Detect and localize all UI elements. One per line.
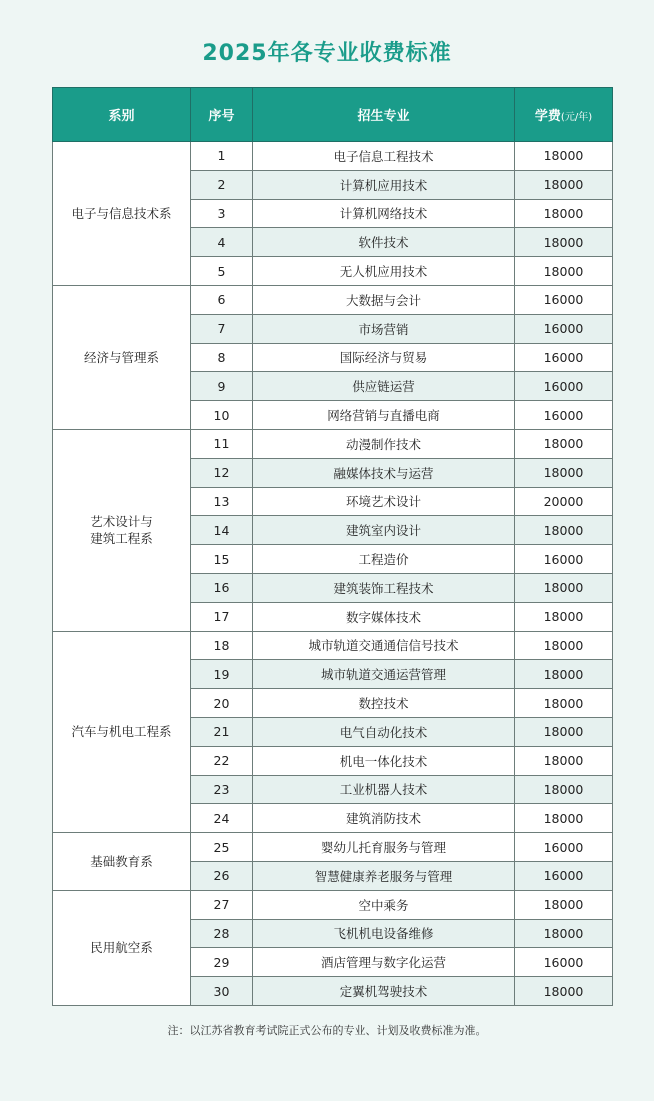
table-row [53,890,613,919]
major-cell: 建筑消防技术 [253,804,515,833]
major-cell: 城市轨道交通通信信号技术 [253,631,515,660]
number-cell: 17 [191,602,253,631]
major-cell: 计算机网络技术 [253,199,515,228]
fee-cell: 16000 [515,833,613,862]
number-cell: 5 [191,257,253,286]
major-cell: 国际经济与贸易 [253,343,515,372]
number-cell: 30 [191,977,253,1006]
fee-cell: 20000 [515,487,613,516]
table-row [53,142,613,171]
header-no: 序号 [191,88,253,142]
dept-cell: 民用航空系 [53,890,191,1005]
major-cell: 婴幼儿托育服务与管理 [253,833,515,862]
table-body [53,142,613,1006]
number-cell: 23 [191,775,253,804]
fee-cell: 18000 [515,804,613,833]
table-row [53,833,613,862]
fee-cell: 18000 [515,228,613,257]
major-cell: 机电一体化技术 [253,746,515,775]
number-cell: 6 [191,285,253,314]
number-cell: 12 [191,458,253,487]
number-cell: 11 [191,429,253,458]
major-cell: 融媒体技术与运营 [253,458,515,487]
major-cell: 工程造价 [253,545,515,574]
fee-cell: 18000 [515,746,613,775]
dept-cell: 艺术设计与 建筑工程系 [53,429,191,631]
fee-cell: 16000 [515,861,613,890]
number-cell: 9 [191,372,253,401]
major-cell: 动漫制作技术 [253,429,515,458]
number-cell: 10 [191,401,253,430]
major-cell: 建筑室内设计 [253,516,515,545]
number-cell: 14 [191,516,253,545]
number-cell: 13 [191,487,253,516]
major-cell: 数控技术 [253,689,515,718]
fee-cell: 18000 [515,689,613,718]
number-cell: 21 [191,717,253,746]
number-cell: 7 [191,314,253,343]
fee-cell: 18000 [515,602,613,631]
major-cell: 软件技术 [253,228,515,257]
number-cell: 2 [191,170,253,199]
fee-cell: 18000 [515,142,613,171]
number-cell: 28 [191,919,253,948]
fee-cell: 18000 [515,458,613,487]
major-cell: 大数据与会计 [253,285,515,314]
major-cell: 电气自动化技术 [253,717,515,746]
fee-cell: 18000 [515,919,613,948]
number-cell: 26 [191,861,253,890]
table-header [53,88,613,142]
header-major: 招生专业 [253,88,515,142]
major-cell: 城市轨道交通运营管理 [253,660,515,689]
number-cell: 20 [191,689,253,718]
fee-cell: 18000 [515,660,613,689]
fee-cell: 18000 [515,890,613,919]
dept-cell: 基础教育系 [53,833,191,891]
major-cell: 环境艺术设计 [253,487,515,516]
dept-cell: 电子与信息技术系 [53,142,191,286]
page-title: 2025年各专业收费标准 [202,41,452,66]
footnote: 注：以江苏省教育考试院正式公布的专业、计划及收费标准为准。 [167,1024,487,1037]
major-cell: 数字媒体技术 [253,602,515,631]
fee-cell: 18000 [515,199,613,228]
fee-cell: 16000 [515,314,613,343]
header-fee [515,88,613,142]
fee-cell: 18000 [515,516,613,545]
number-cell: 15 [191,545,253,574]
major-cell: 智慧健康养老服务与管理 [253,861,515,890]
fee-cell: 16000 [515,401,613,430]
fee-cell: 16000 [515,343,613,372]
fee-cell: 18000 [515,170,613,199]
fee-cell: 16000 [515,372,613,401]
fee-cell: 18000 [515,977,613,1006]
major-cell: 无人机应用技术 [253,257,515,286]
number-cell: 19 [191,660,253,689]
fee-cell: 18000 [515,775,613,804]
number-cell: 29 [191,948,253,977]
major-cell: 电子信息工程技术 [253,142,515,171]
fee-cell: 16000 [515,948,613,977]
fee-cell: 18000 [515,717,613,746]
major-cell: 飞机机电设备维修 [253,919,515,948]
header-dept: 系别 [53,88,191,142]
major-cell: 网络营销与直播电商 [253,401,515,430]
dept-cell: 汽车与机电工程系 [53,631,191,833]
fee-cell: 18000 [515,257,613,286]
major-cell: 工业机器人技术 [253,775,515,804]
number-cell: 16 [191,573,253,602]
number-cell: 3 [191,199,253,228]
number-cell: 18 [191,631,253,660]
major-cell: 空中乘务 [253,890,515,919]
fee-table [52,87,613,1006]
major-cell: 供应链运营 [253,372,515,401]
fee-cell: 18000 [515,573,613,602]
number-cell: 24 [191,804,253,833]
major-cell: 酒店管理与数字化运营 [253,948,515,977]
fee-cell: 16000 [515,285,613,314]
fee-cell: 16000 [515,545,613,574]
dept-cell: 经济与管理系 [53,285,191,429]
number-cell: 25 [191,833,253,862]
major-cell: 定翼机驾驶技术 [253,977,515,1006]
header-fee-label: 学费 [534,109,561,124]
number-cell: 4 [191,228,253,257]
number-cell: 1 [191,142,253,171]
number-cell: 8 [191,343,253,372]
number-cell: 22 [191,746,253,775]
major-cell: 建筑装饰工程技术 [253,573,515,602]
table-row [53,429,613,458]
fee-cell: 18000 [515,631,613,660]
table-row [53,285,613,314]
table-row [53,631,613,660]
major-cell: 市场营销 [253,314,515,343]
major-cell: 计算机应用技术 [253,170,515,199]
fee-cell: 18000 [515,429,613,458]
header-fee-unit: (元/年) [560,112,593,123]
number-cell: 27 [191,890,253,919]
